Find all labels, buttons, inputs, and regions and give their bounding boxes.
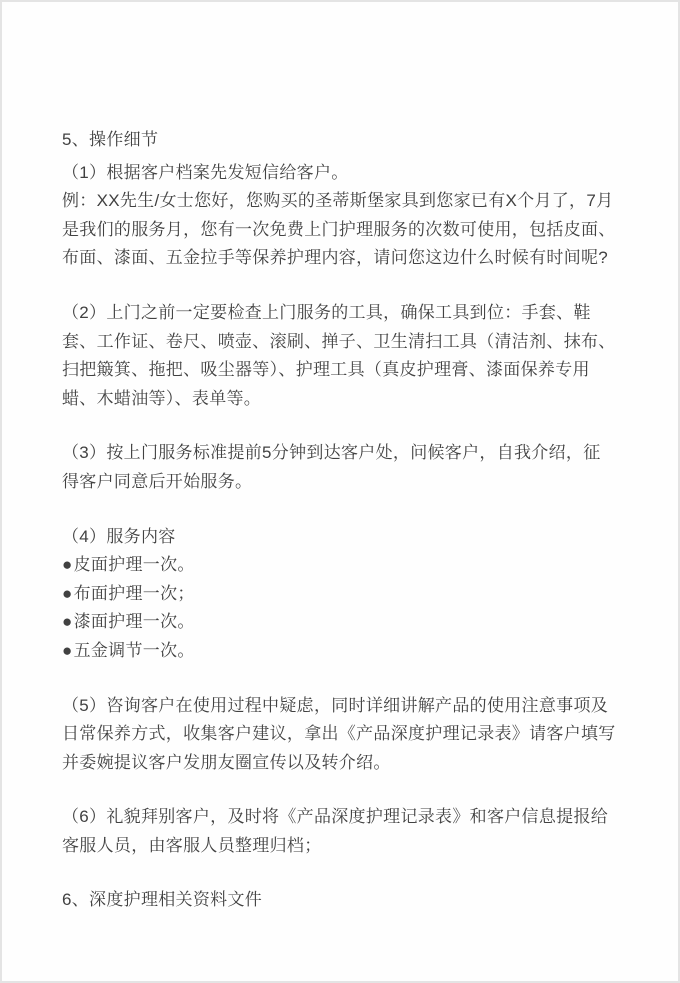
bullet-dot-icon: ●: [62, 555, 73, 575]
service-item-label: 五金调节一次。: [73, 640, 195, 660]
service-item-fabric: [62, 580, 616, 609]
bullet-dot-icon: ●: [62, 583, 73, 603]
document-content: [2, 2, 678, 915]
bullet-dot-icon: ●: [62, 640, 73, 660]
paragraph-step-3: （3）按上门服务标准提前5分钟到达客户处，问候客户，自我介绍，征得客户同意后开始服务。: [62, 443, 601, 491]
service-item-hardware: [62, 637, 616, 666]
paragraph-sms-example: 例：XX先生/女士您好，您购买的圣蒂斯堡家具到您家已有X个月了，7月是我们的服务月，您有一次免费上门护理服务的次数可使用，包括皮面、布面、漆面、五金拉手等保养护理内容，请问您这边什么时候有时间呢?: [62, 191, 616, 268]
service-item-label: 布面护理一次；: [73, 583, 195, 603]
section-heading-5: 5、操作细节: [62, 130, 159, 149]
section-heading-6: 6、深度护理相关资料文件: [62, 890, 263, 910]
paragraph-step-4-title: （4）服务内容: [62, 526, 176, 546]
service-item-paint: [62, 608, 616, 637]
paragraph-step-1: （1）根据客户档案先发短信给客户。: [62, 162, 349, 182]
bullet-dot-icon: ●: [62, 612, 73, 632]
service-item-leather: [62, 551, 616, 580]
paragraph-step-6: （6）礼貌拜别客户，及时将《产品深度护理记录表》和客户信息提报给客服人员，由客服人员整理归档；: [62, 807, 609, 855]
service-item-label: 漆面护理一次。: [73, 612, 195, 632]
paragraph-step-5: （5）咨询客户在使用过程中疑虑，同时详细讲解产品的使用注意事项及日常保养方式，收集客户建议，拿出《产品深度护理记录表》请客户填写并委婉提议客户发朋友圈宣传以及转介绍。: [62, 695, 616, 772]
service-item-label: 皮面护理一次。: [73, 555, 195, 575]
paragraph-step-2: （2）上门之前一定要检查上门服务的工具，确保工具到位：手套、鞋套、工作证、卷尺、喷壶、滚刷、掸子、卫生清扫工具（清洁剂、抹布、扫把簸箕、拖把、吸尘器等）、护理工具（真皮护理膏、漆面保养专用蜡、木蜡油等）、表单等。: [62, 302, 616, 408]
